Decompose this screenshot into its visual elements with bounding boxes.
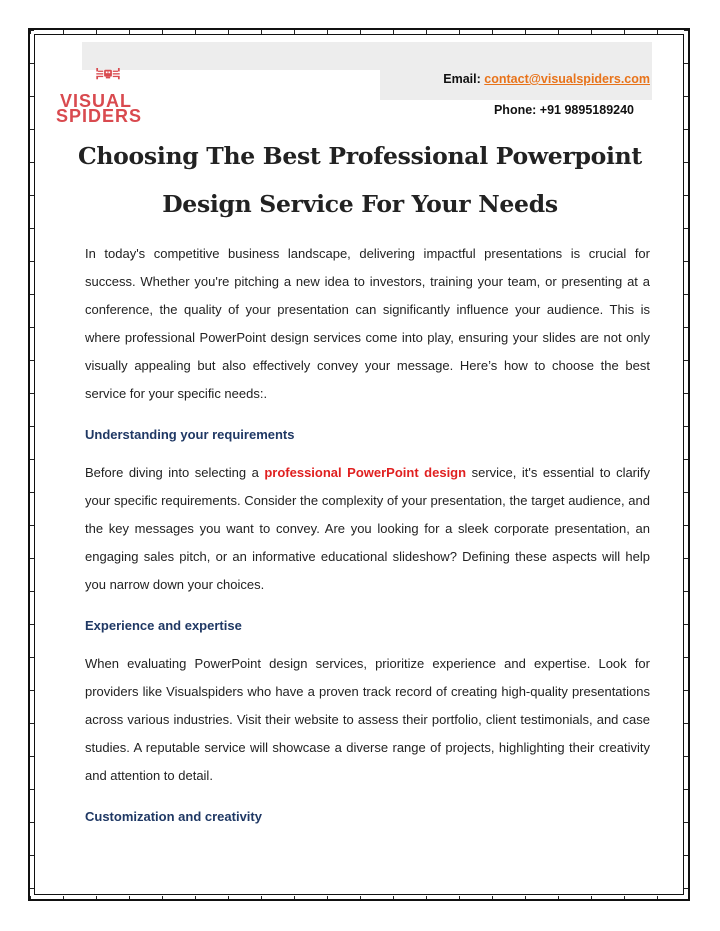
logo-wordmark-line1: VISUAL (60, 91, 133, 111)
page-title (70, 132, 650, 228)
professional-powerpoint-design-link[interactable]: professional PowerPoint design (264, 465, 467, 480)
intro-paragraph: In today's competitive business landscape, delivering impactful presentations is crucial for success. Whether you're pitching a new idea to investors, training your team, or presenting at a conference, the quality of your presentation can significantly influence your audience. This is where professional PowerPoint design services come into play, ensuring your slides are not only visually appealing but also effectively convey your message. Here’s how to choose the best service for your specific needs:. (85, 246, 650, 401)
page-title-line2: Design Service For Your Needs (162, 190, 558, 218)
logo-wordmark-line2: SPIDERS (56, 106, 143, 126)
section-heading-experience: Experience and expertise (85, 618, 242, 633)
page-title-line1: Choosing The Best Professional Powerpoint (77, 142, 642, 170)
section-heading-requirements: Understanding your requirements (85, 427, 295, 442)
section-heading-customization: Customization and creativity (85, 809, 262, 824)
section-paragraph-requirements (85, 459, 650, 599)
section-paragraph-experience: When evaluating PowerPoint design services, prioritize experience and expertise. Look for providers like Visualspiders who have a proven track record of creating high-quality presentations across various industries. Visit their website to assess their portfolio, client testimonials, and case studies. A reputable service will showcase a diverse range of projects, highlighting their creativity and attention to detail. (85, 656, 650, 783)
requirements-text-after: service, it's essential to clarify your specific requirements. Consider the complexity of your presentation, the target audience, and the key messages you want to convey. Are you looking for a sleek corporate presentation, an engaging sales pitch, or an informative educational slideshow? Defining these aspects will help you narrow down your choices. (85, 465, 651, 592)
email-link[interactable]: contact@visualspiders.com (484, 72, 650, 86)
email-label: Email: (443, 72, 481, 86)
requirements-text-before: Before diving into selecting a (85, 465, 265, 480)
phone-number: Phone: +91 9895189240 (493, 103, 634, 117)
email-line (443, 72, 650, 86)
